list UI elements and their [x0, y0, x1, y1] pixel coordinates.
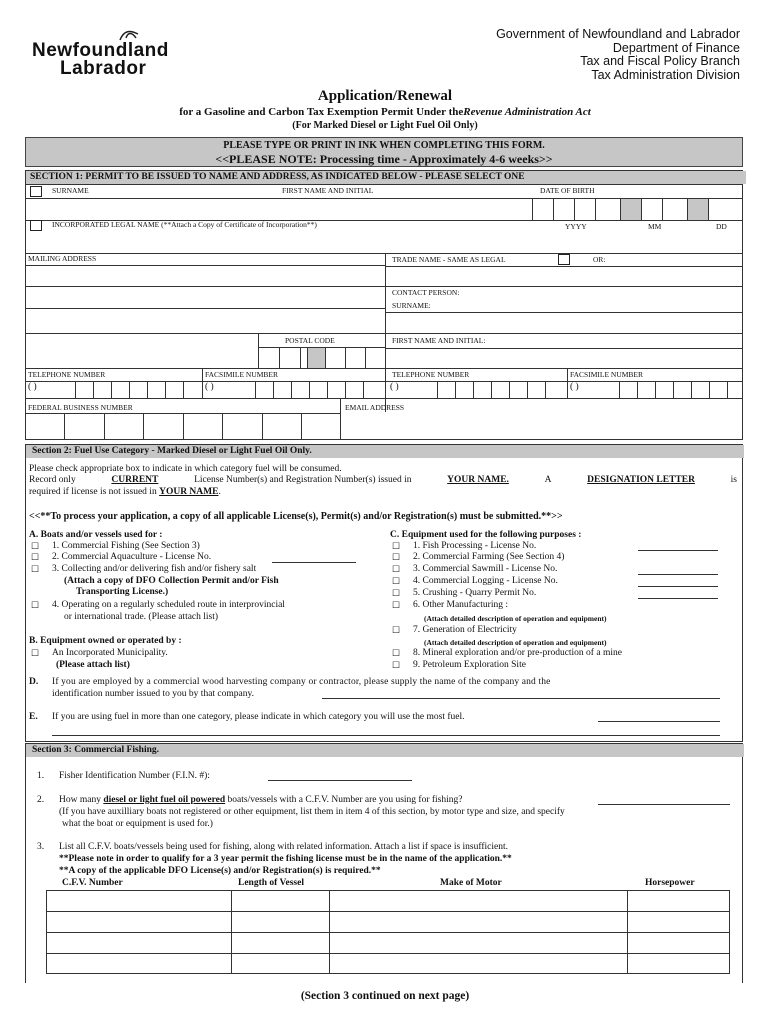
q2-text-a: How many: [59, 795, 101, 805]
first-name2-label: FIRST NAME AND INITIAL:: [392, 336, 486, 345]
col-length: Length of Vessel: [238, 878, 304, 888]
category-c6-note: (Attach detailed description of operation and equipment): [424, 614, 607, 623]
telephone-label: TELEPHONE NUMBER: [28, 370, 106, 379]
section1-heading: SECTION 1: PERMIT TO BE ISSUED TO NAME AND ADDRESS, AS INDICATED BELOW - PLEASE SELECT ONE: [26, 171, 746, 184]
fax2-field[interactable]: ( ): [570, 382, 579, 392]
q3-note2: **A copy of the applicable DFO License(s) and/or Registration(s) is required.**: [59, 866, 381, 876]
category-c6-checkbox[interactable]: ☐: [392, 600, 401, 610]
trade-name-label: TRADE NAME - SAME AS LEGAL: [392, 255, 506, 264]
col-cfv: C.F.V. Number: [62, 878, 123, 888]
category-a1-checkbox[interactable]: ☐: [31, 541, 40, 551]
category-c1: 1. Fish Processing - License No.: [413, 541, 537, 551]
section2-intro3: [29, 487, 221, 498]
telephone-field[interactable]: ( ): [28, 382, 37, 392]
category-c2: 2. Commercial Farming (See Section 4): [413, 552, 565, 562]
intro-your-name: YOUR NAME.: [447, 475, 509, 485]
gov-line: Department of Finance: [612, 40, 740, 55]
form-title: Application/Renewal: [317, 88, 453, 104]
continued-note: (Section 3 continued on next page): [300, 990, 470, 1002]
fax-field[interactable]: ( ): [205, 382, 214, 392]
category-b1-note: (Please attach list): [56, 660, 130, 670]
q3-number: 3.: [37, 842, 45, 852]
q2-text: [59, 795, 463, 806]
category-c3-checkbox[interactable]: ☐: [392, 564, 401, 574]
category-a3-checkbox[interactable]: ☐: [31, 564, 40, 574]
dd-label: DD: [716, 222, 727, 231]
or-label: OR:: [593, 255, 606, 264]
category-e-label: E.: [29, 712, 38, 722]
category-c9: 9. Petroleum Exploration Site: [413, 660, 526, 670]
intro-text: is: [730, 475, 737, 485]
category-a4-line2: or international trade. (Please attach list): [64, 612, 219, 622]
contact-person-label: CONTACT PERSON:: [392, 288, 460, 297]
section2-intro2: [29, 475, 737, 486]
surname2-label: SURNAME:: [392, 301, 431, 310]
instruction-box: [25, 137, 743, 167]
category-c7-checkbox[interactable]: ☐: [392, 625, 401, 635]
category-a-heading: A. Boats and/or vessels used for :: [29, 530, 163, 540]
mm-label: MM: [648, 222, 662, 231]
boat-count-field[interactable]: [598, 804, 730, 805]
telephone2-label: TELEPHONE NUMBER: [392, 370, 470, 379]
same-as-legal-checkbox[interactable]: [558, 254, 570, 265]
category-b-heading: B. Equipment owned or operated by :: [29, 636, 182, 646]
first-name-label: FIRST NAME AND INITIAL: [282, 186, 374, 195]
fax2-label: FACSIMILE NUMBER: [570, 370, 643, 379]
logo-line1: Newfoundland: [32, 40, 169, 61]
category-d-label: D.: [29, 677, 39, 687]
q3-text: List all C.F.V. boats/vessels being used for fishing, along with related information. Attach a list if space is insufficient.: [59, 842, 509, 852]
process-note: <<**To process your application, a copy of all applicable License(s), Permit(s) and/or Registration(s) must be submitted.**>>: [29, 511, 563, 522]
category-e-text: If you are using fuel in more than one category, please indicate in which category you will use the most fuel.: [52, 712, 465, 722]
yyyy-label: YYYY: [565, 222, 587, 231]
category-a2-checkbox[interactable]: ☐: [31, 552, 40, 562]
intro-text: .: [218, 487, 221, 497]
category-d-text2: identification number issued to you by that company.: [52, 689, 255, 699]
incorporated-checkbox[interactable]: [30, 220, 42, 231]
table-row[interactable]: [46, 911, 730, 912]
category-a2: 2. Commercial Aquaculture - License No.: [52, 552, 212, 562]
q2-note1: (If you have auxilliary boats not registered or other equipment, list them in item 4 of this section, by motor type and size, and specify: [59, 807, 565, 817]
business-number-label: FEDERAL BUSINESS NUMBER: [28, 403, 133, 412]
category-a3-note2: Transporting License.): [76, 587, 169, 597]
intro-your-name2: YOUR NAME: [159, 487, 219, 497]
surname-label: SURNAME: [52, 186, 89, 195]
table-row[interactable]: [46, 932, 730, 933]
q1-number: 1.: [37, 771, 45, 781]
subtitle-act: Revenue Administration Act: [463, 106, 591, 118]
form-subtitle: [0, 106, 770, 118]
category-c9-checkbox[interactable]: ☐: [392, 660, 401, 670]
section3-heading: Section 3: Commercial Fishing.: [26, 744, 744, 757]
q2-number: 2.: [37, 795, 45, 805]
category-a3: 3. Collecting and/or delivering fish and/or fishery salt: [52, 564, 257, 574]
category-c-heading: C. Equipment used for the following purposes :: [390, 530, 582, 540]
intro-text: A: [544, 475, 552, 485]
category-c2-checkbox[interactable]: ☐: [392, 552, 401, 562]
gov-line: Tax and Fiscal Policy Branch: [580, 54, 740, 68]
intro-text: Record only: [29, 475, 76, 485]
category-c7: 7. Generation of Electricity: [413, 625, 517, 635]
intro-current: CURRENT: [111, 475, 159, 485]
category-c4: 4. Commercial Logging - License No.: [413, 576, 558, 586]
intro-text: required if license is not issued in: [29, 487, 157, 497]
category-c5: 5. Crushing - Quarry Permit No.: [413, 588, 537, 598]
category-a3-note1: (Attach a copy of DFO Collection Permit and/or Fish: [64, 576, 279, 586]
category-c6: 6. Other Manufacturing :: [413, 600, 508, 610]
fin-label: Fisher Identification Number (F.I.N. #):: [59, 771, 210, 781]
logo-line2: Labrador: [60, 58, 147, 79]
q2-note2: what the boat or equipment is used for.): [62, 819, 213, 829]
table-row[interactable]: [46, 953, 730, 954]
category-b1-checkbox[interactable]: ☐: [31, 648, 40, 658]
category-c1-checkbox[interactable]: ☐: [392, 541, 401, 551]
col-motor: Make of Motor: [440, 878, 502, 888]
q2-text-b: diesel or light fuel oil powered: [103, 795, 226, 805]
telephone2-field[interactable]: ( ): [390, 382, 399, 392]
incorporated-label: INCORPORATED LEGAL NAME (**Attach a Copy of Certificate of Incorporation**): [52, 220, 317, 229]
mailing-address-label: MAILING ADDRESS: [28, 254, 97, 263]
category-c7-note: (Attach detailed description of operation and equipment): [424, 638, 607, 647]
email-label: EMAIL ADDRESS: [345, 403, 405, 412]
category-c4-checkbox[interactable]: ☐: [392, 576, 401, 586]
category-c3: 3. Commercial Sawmill - License No.: [413, 564, 558, 574]
section2-heading: Section 2: Fuel Use Category - Marked Diesel or Light Fuel Oil Only.: [26, 445, 744, 458]
gov-line: Government of Newfoundland and Labrador: [496, 27, 740, 41]
col-horsepower: Horsepower: [645, 878, 695, 888]
q2-text-c: boats/vessels with a C.F.V. Number are you using for fishing?: [227, 795, 463, 805]
category-c8: 8. Mineral exploration and/or pre-production of a mine: [413, 648, 622, 658]
form-subtitle2: (For Marked Diesel or Light Fuel Oil Only): [292, 120, 478, 131]
category-b1: An Incorporated Municipality.: [52, 648, 168, 658]
postal-code-label: POSTAL CODE: [285, 336, 335, 345]
newfoundland-labrador-logo: [30, 28, 190, 78]
fax-label: FACSIMILE NUMBER: [205, 370, 278, 379]
category-a1: 1. Commercial Fishing (See Section 3): [52, 541, 200, 551]
section2-intro1: Please check appropriate box to indicate in which category fuel will be consumed.: [29, 464, 342, 474]
gov-line: Tax Administration Division: [591, 67, 740, 82]
processing-note: <<PLEASE NOTE: Processing time - Approximately 4-6 weeks>>: [215, 152, 553, 166]
category-a4: 4. Operating on a regularly scheduled route in interprovincial: [52, 600, 285, 610]
fin-field[interactable]: [268, 780, 412, 781]
q3-note1: **Please note in order to qualify for a 3 year permit the fishing license must be in the name of the application.**: [59, 854, 512, 864]
category-c8-checkbox[interactable]: ☐: [392, 648, 401, 658]
category-c5-checkbox[interactable]: ☐: [392, 588, 401, 598]
intro-text: License Number(s) and Registration Number(s) issued in: [194, 475, 412, 485]
intro-designation: DESIGNATION LETTER: [587, 475, 695, 485]
category-d-text1: If you are employed by a commercial wood harvesting company or contractor, please supply the name of the company and the: [52, 677, 551, 687]
government-address: [496, 28, 740, 82]
dob-label: DATE OF BIRTH: [540, 186, 595, 195]
instruction-line1: PLEASE TYPE OR PRINT IN INK WHEN COMPLETING THIS FORM.: [223, 140, 545, 151]
subtitle-prefix: for a Gasoline and Carbon Tax Exemption Permit Under the: [179, 106, 464, 118]
category-a4-checkbox[interactable]: ☐: [31, 600, 40, 610]
individual-checkbox[interactable]: [30, 186, 42, 197]
